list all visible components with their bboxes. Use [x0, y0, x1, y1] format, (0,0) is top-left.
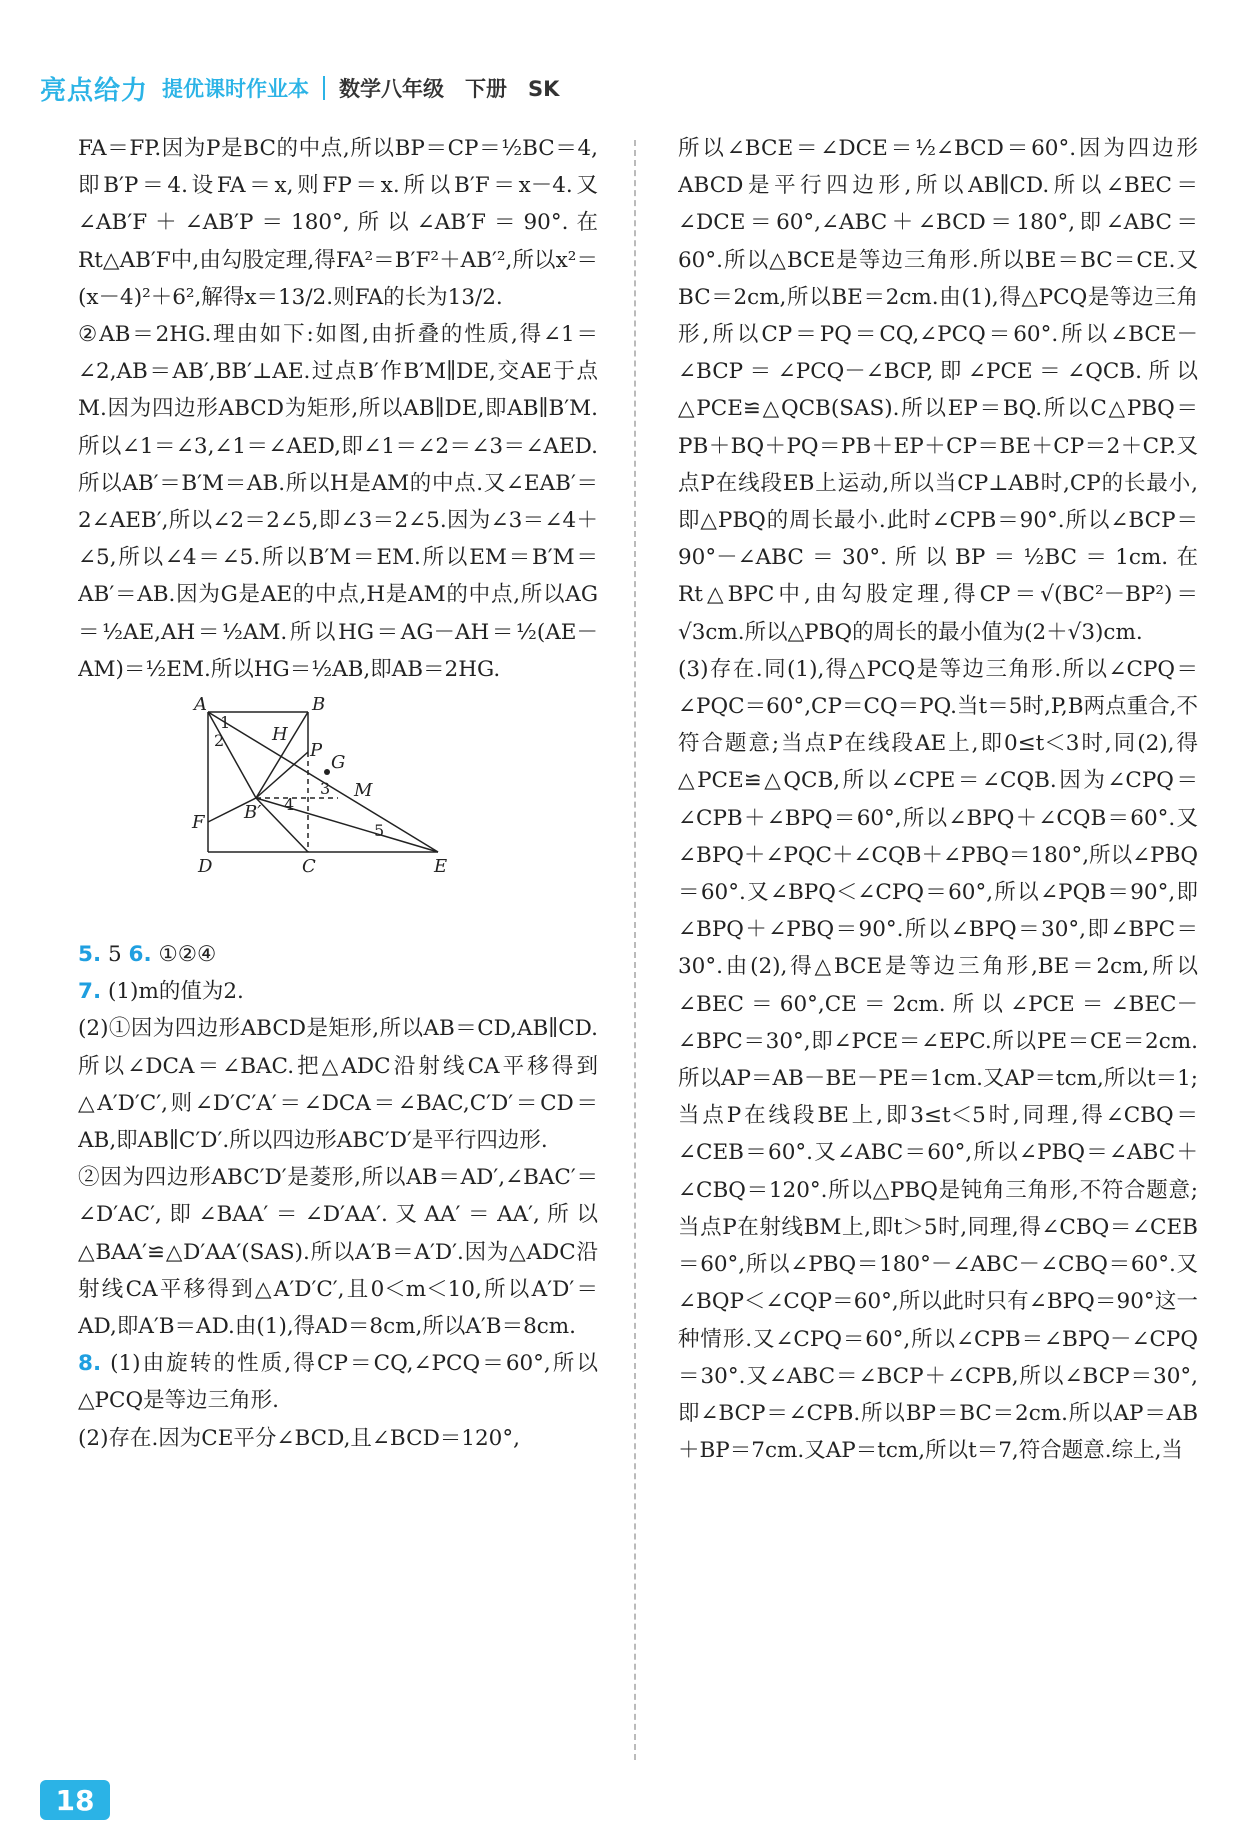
label-e: E [434, 856, 448, 878]
answer-text: (1)由旋转的性质,得CP＝CQ,∠PCQ＝60°,所以△PCQ是等边三角形. [78, 1351, 598, 1414]
answers-5-6 [78, 936, 598, 973]
paragraph: (2)存在.因为CE平分∠BCD,且∠BCD＝120°, [78, 1425, 520, 1451]
paragraph: (2)①因为四边形ABCD是矩形,所以AB＝CD,AB∥CD.所以∠DCA＝∠BAC.把△ADC沿射线CA平移得到△A′D′C′,则∠D′C′A′＝∠DCA＝∠BAC,C′D′＝CD＝AB,即AB∥C′D′.所以四边形ABC′D′是平行四边形. [78, 1016, 598, 1154]
label-a: A [194, 694, 207, 716]
answer-text: (1)m的值为2. [107, 979, 244, 1005]
rectangle-fold-diagram [188, 692, 448, 932]
label-d: D [198, 856, 213, 878]
segment-ab-prime [208, 712, 256, 798]
point-g [324, 769, 330, 775]
paragraph: ②因为四边形ABC′D′是菱形,所以AB＝AD′,∠BAC′＝∠D′AC′,即∠BAA′＝∠D′AA′.又AA′＝AA′,所以△BAA′≌△D′AA′(SAS).所以A′B＝A′D′.因为△ADC沿射线CA平移得到△A′D′C′,且0＜m＜10,所以A′D′＝AD,即A′B＝AD.由(1),得AD＝8cm,所以A′B＝8cm. [78, 1165, 598, 1340]
paragraph: 所以∠BCE＝∠DCE＝½∠BCD＝60°.因为四边形ABCD是平行四边形,所以AB∥CD.所以∠BEC＝∠DCE＝60°,∠ABC＋∠BCD＝180°,即∠ABC＝60°.所以△BCE是等边三角形.所以BE＝BC＝CE.又BC＝2cm,所以BE＝2cm.由(1),得△PCQ是等边三角形,所以CP＝PQ＝CQ,∠PCQ＝60°.所以∠BCE－∠BCP＝∠PCQ－∠BCP,即∠PCE＝∠QCB.所以△PCE≌△QCB(SAS).所以EP＝BQ.所以C△PBQ＝PB＋BQ＋PQ＝PB＋EP＋CP＝BE＋CP＝2＋CP.又点P在线段EB上运动,所以当CP⊥AB时,CP的长最小,即△PBQ的周长最小.此时∠CPB＝90°.所以∠BCP＝90°－∠ABC＝30°.所以BP＝½BC＝1cm.在Rt△BPC中,由勾股定理,得CP＝√(BC²－BP²)＝√3cm.所以△PBQ的周长的最小值为(2＋√3)cm. [678, 136, 1198, 645]
label-p: P [310, 740, 323, 762]
label-c: C [302, 856, 316, 878]
question-7 [78, 973, 598, 1010]
angle-label-2: 2 [214, 731, 225, 751]
label-g: G [331, 752, 346, 774]
page-header [40, 68, 559, 108]
paragraph: FA＝FP.因为P是BC的中点,所以BP＝CP＝½BC＝4,即B′P＝4.设FA＝x,则FP＝x.所以B′F＝x－4.又∠AB′F＋∠AB′P＝180°,所以∠AB′F＝90°.在Rt△AB′F中,由勾股定理,得FA²＝B′F²＋AB′²,所以x²＝(x－4)²＋6²,解得x＝13/2.则FA的长为13/2. [78, 136, 598, 310]
column-divider [634, 140, 636, 1760]
question-number: 8. [78, 1351, 102, 1377]
left-column [78, 130, 598, 1457]
brand-logo: 亮点给力 [40, 75, 149, 106]
question-number: 7. [78, 979, 102, 1005]
paragraph: ②AB＝2HG.理由如下:如图,由折叠的性质,得∠1＝∠2,AB＝AB′,BB′⊥AE.过点B′作B′M∥DE,交AE于点M.因为四边形ABCD为矩形,所以AB∥DE,即AB∥B′M.所以∠1＝∠3,∠1＝∠AED,即∠1＝∠2＝∠3＝∠AED.所以AB′＝B′M＝AB.所以H是AM的中点.又∠EAB′＝2∠AEB′,所以∠2＝2∠5,即∠3＝2∠5.因为∠3＝∠4＋∠5,所以∠4＝∠5.所以B′M＝EM.所以EM＝B′M＝AB′＝AB.因为G是AE的中点,H是AM的中点,所以AG＝½AE,AH＝½AM.所以HG＝AG－AH＝½(AE－AM)＝½EM.所以HG＝½AB,即AB＝2HG. [78, 322, 598, 682]
label-b: B [312, 694, 326, 716]
paragraph: (3)存在.同(1),得△PCQ是等边三角形.所以∠CPQ＝∠PQC＝60°,CP＝CQ＝PQ.当t＝5时,P,B两点重合,不符合题意;当点P在线段AE上,即0≤t＜3时,同(2),得△PCE≌△QCB,所以∠CPE＝∠CQB.因为∠CPQ＝∠CPB＋∠BPQ＝60°,所以∠BPQ＋∠CQB＝60°.又∠BPQ＋∠PQC＋∠CQB＋∠PBQ＝180°,所以∠PBQ＝60°.又∠BPQ＜∠CPQ＝60°,所以∠PQB＝90°,即∠BPQ＋∠PBQ＝90°.所以∠BPQ＝30°,即∠BPC＝30°.由(2),得△BCE是等边三角形,BE＝2cm,所以∠BEC＝60°,CE＝2cm.所以∠PCE＝∠BEC－∠BPC＝30°,即∠PCE＝∠EPC.所以PE＝CE＝2cm.所以AP＝AB－BE－PE＝1cm.又AP＝tcm,所以t＝1;当点P在线段BE上,即3≤t＜5时,同理,得∠CBQ＝∠CEB＝60°.又∠ABC＝60°,所以∠PBQ＝∠ABC＋∠CBQ＝120°.所以△PBQ是钝角三角形,不符合题意;当点P在射线BM上,即t＞5时,同理,得∠CBQ＝∠CEB＝60°,所以∠PBQ＝180°－∠ABC－∠CBQ＝60°.又∠BQP＜∠CQP＝60°,所以此时只有∠BPQ＝90°这一种情形.又∠CPQ＝60°,所以∠CPB＝∠BPQ－∠CPQ＝30°.又∠ABC＝∠BCP＋∠CPB,所以∠BCP＝30°,即∠BCP＝∠CPB.所以BP＝BC＝2cm.所以AP＝AB＋BP＝7cm.又AP＝tcm,所以t＝7,符合题意.综上,当 [678, 656, 1198, 1464]
angle-label-4: 4 [284, 795, 295, 815]
label-f: F [192, 812, 205, 834]
answer-value: 5 [107, 942, 122, 968]
series-title: 提优课时作业本 [162, 77, 310, 101]
answer-value: ①②④ [158, 942, 217, 968]
angle-label-3: 3 [320, 779, 331, 799]
question-8 [78, 1345, 598, 1419]
question-number: 5. [78, 942, 102, 968]
label-b-prime: B′ [244, 802, 262, 824]
geometry-figure [78, 692, 598, 932]
header-separator [323, 76, 325, 100]
angle-label-5: 5 [374, 821, 385, 841]
label-h: H [272, 724, 288, 746]
angle-label-1: 1 [220, 713, 231, 733]
book-title: 数学八年级 下册 SK [339, 77, 560, 101]
page-number: 18 [40, 1780, 110, 1820]
segment-b-prime-p [256, 752, 308, 798]
label-m: M [354, 780, 373, 802]
right-column [678, 130, 1198, 1469]
question-number: 6. [128, 942, 152, 968]
